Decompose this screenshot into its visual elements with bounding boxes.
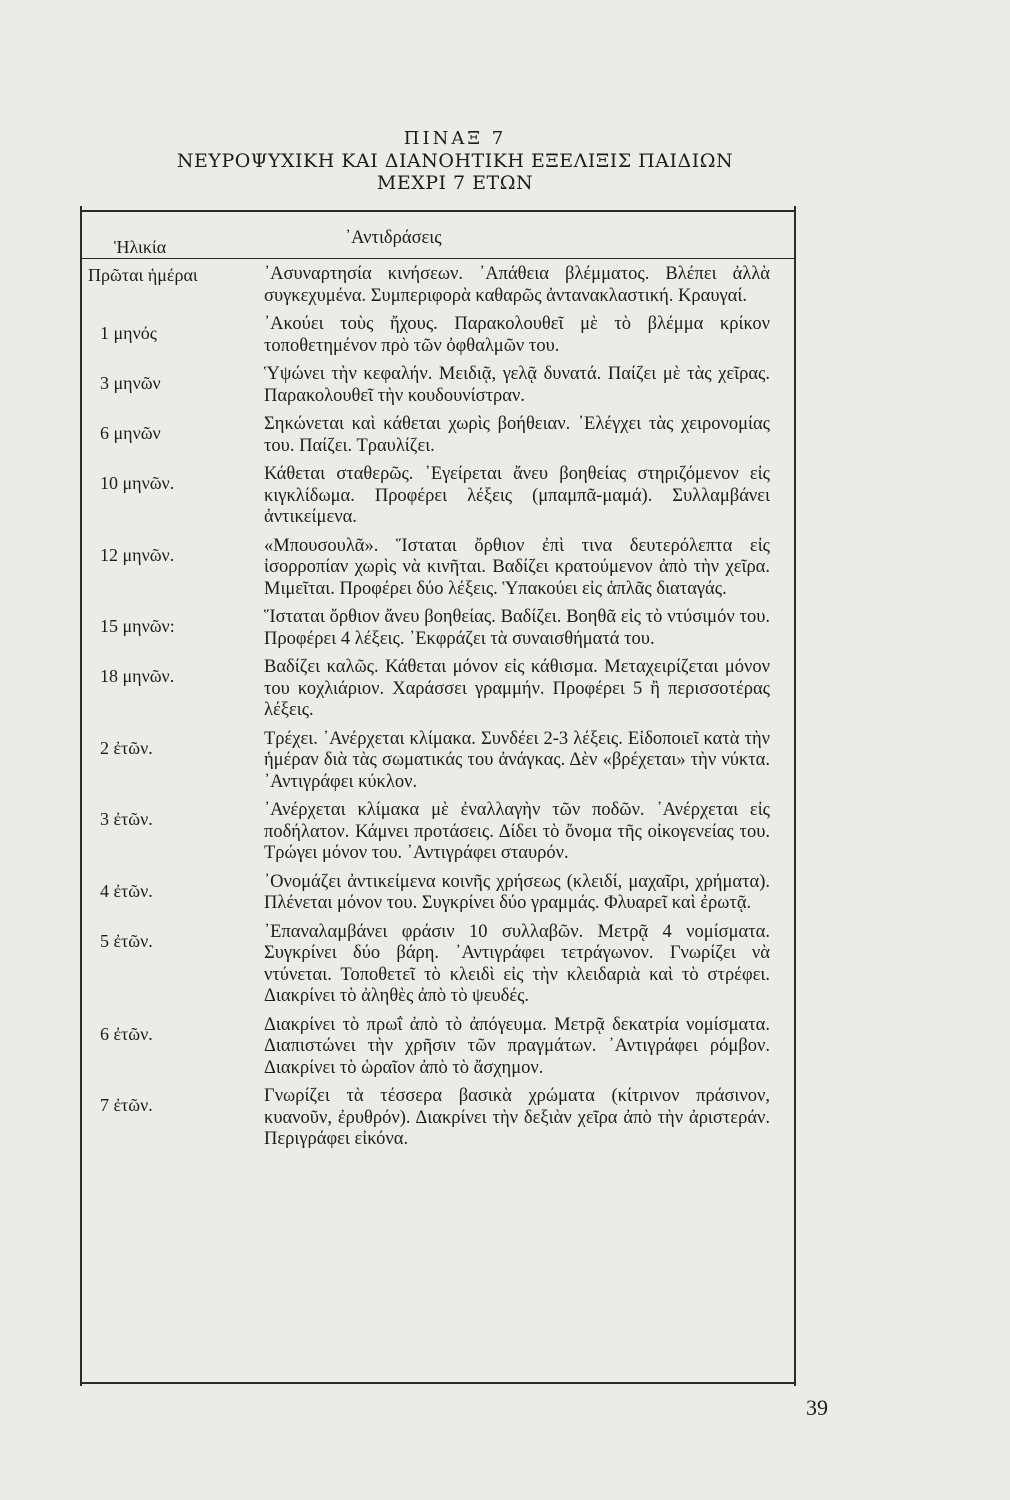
response-cell: ᾿Επαναλαμβάνει φράσιν 10 συλλαβῶν. Μετρᾷ 4 νομίσματα. Συγκρίνει δύο βάρη. ᾿Αντιγράφει τετράγωνον. Γνωρίζει νὰ ντύνεται. Τοποθετεῖ τὸ κλειδὶ εἰς τὴν κλειδαριὰ καὶ τὸ στρέφει. Διακρίνει τὸ ἀληθὲς ἀπὸ τὸ ψευδές. — [264, 921, 770, 1006]
page-number: 39 — [806, 1395, 828, 1420]
table-title-line-1: ΝΕΥΡΟΨΥΧΙΚΗ ΚΑΙ ΔΙΑΝΟΗΤΙΚΗ ΕΞΕΛΙΞΙΣ ΠΑΙΔΙΩΝ — [176, 150, 734, 172]
age-cell: 2 ἐτῶν. — [100, 737, 153, 758]
age-cell: 12 μηνῶν. — [100, 544, 175, 565]
response-cell: Γνωρίζει τὰ τέσσερα βασικὰ χρώματα (κίτρινον πράσινον, κυανοῦν, ἐρυθρόν). Διακρίνει τὴν δεξιὰν χεῖρα ἀπὸ τὴν ἀριστεράν. Περιγράφει εἰκόνα. — [264, 1086, 770, 1149]
table-row — [88, 922, 788, 1008]
response-cell: ᾿Ακούει τοὺς ἤχους. Παρακολουθεῖ μὲ τὸ βλέμμα κρίκον τοποθετημένον πρὸ τῶν ὀφθαλμῶν του. — [264, 314, 770, 356]
age-cell: 6 μηνῶν — [100, 423, 161, 443]
age-cell: 5 ἐτῶν. — [100, 930, 153, 951]
age-cell: 7 ἐτῶν. — [100, 1095, 153, 1115]
table-header-rule — [80, 258, 796, 259]
age-cell: 4 ἐτῶν. — [100, 880, 153, 901]
table-bottom-rule — [80, 1382, 796, 1384]
table-title-block — [80, 128, 830, 194]
table-row — [88, 536, 788, 601]
table-body — [88, 264, 788, 1158]
response-cell: ᾿Ονομάζει ἀντικείμενα κοινῆς χρήσεως (κλειδί, μαχαῖρι, χρήματα). Πλένεται μόνον του. Συγκρίνει δύο γραμμάς. Φλυαρεῖ καὶ ἐρωτᾷ. — [264, 871, 770, 913]
table-row — [88, 872, 788, 915]
response-cell: Τρέχει. ᾿Ανέρχεται κλίμακα. Συνδέει 2-3 λέξεις. Εἰδοποιεῖ κατὰ τὴν ἡμέραν διὰ τὰς σωματικάς του ἀνάγκας. Δὲν «βρέχεται» τὴν νύκτα. ᾿Αντιγράφει κύκλον. — [264, 728, 770, 792]
age-cell: 3 ἐτῶν. — [100, 809, 153, 829]
table-row — [88, 729, 788, 794]
response-cell: Ὑψώνει τὴν κεφαλήν. Μειδιᾷ, γελᾷ δυνατά. Παίζει μὲ τὰς χεῖρας. Παρακολουθεῖ τὴν κουδουνίστραν. — [264, 364, 770, 406]
table-row — [88, 1015, 788, 1080]
table-row — [88, 364, 788, 407]
column-header-age: Ἡλικία — [114, 237, 167, 257]
age-cell: 10 μηνῶν. — [100, 473, 175, 493]
response-cell: Ἵσταται ὄρθιον ἄνευ βοηθείας. Βαδίζει. Βοηθᾶ εἰς τὸ ντύσιμόν του. Προφέρει 4 λέξεις. ᾿Εκφράζει τὰ συναισθήματά του. — [264, 607, 770, 649]
age-cell: 1 μηνός — [100, 323, 157, 343]
response-cell: ᾿Ανέρχεται κλίμακα μὲ ἐναλλαγὴν τῶν ποδῶν. ᾿Ανέρχεται εἰς ποδήλατον. Κάμνει προτάσεις. Δίδει τὸ ὄνομα τῆς οἰκογενείας του. Τρώγει μόνον του. ᾿Αντιγράφει σταυρόν. — [264, 800, 770, 863]
table-label: ΠΙΝΑΞ 7 — [403, 128, 507, 149]
response-cell: Διακρίνει τὸ πρωΐ ἀπὸ τὸ ἀπόγευμα. Μετρᾷ δεκατρία νομίσματα. Διαπιστώνει τὴν χρῆσιν τῶν πραγμάτων. ᾿Αντιγράφει ρόμβον. Διακρίνει τὸ ὡραῖον ἀπὸ τὸ ἄσχημον. — [264, 1014, 770, 1078]
table-row — [88, 607, 788, 650]
age-cell: Πρῶται ἡμέραι — [88, 265, 198, 285]
age-cell: 3 μηνῶν — [100, 373, 161, 393]
age-cell: 6 ἐτῶν. — [100, 1023, 153, 1044]
table-row — [88, 314, 788, 357]
table-title-line-2: ΜΕΧΡΙ 7 ΕΤΩΝ — [376, 172, 534, 194]
age-cell: 18 μηνῶν. — [100, 666, 175, 686]
table-row — [88, 264, 788, 307]
response-cell: Κάθεται σταθερῶς. ᾿Εγείρεται ἄνευ βοηθείας στηριζόμενον εἰς κιγκλίδωμα. Προφέρει λέξεις (μπαμπᾶ-μαμά). Συλλαμβάνει ἀντικείμενα. — [264, 464, 770, 527]
age-cell: 15 μηνῶν: — [100, 616, 175, 636]
response-cell: ᾿Ασυναρτησία κινήσεων. ᾿Απάθεια βλέμματος. Βλέπει ἀλλὰ συγκεχυμένα. Συμπεριφορὰ καθαρῶς ἀντανακλαστική. Κραυγαί. — [264, 264, 770, 306]
column-header-responses: ᾿Αντιδράσεις — [345, 228, 442, 248]
response-cell: Σηκώνεται καὶ κάθεται χωρὶς βοήθειαν. ᾿Ελέγχει τὰς χειρονομίας του. Παίζει. Τραυλίζει. — [264, 414, 770, 456]
response-cell: «Μπουσουλᾶ». Ἵσταται ὄρθιον ἐπὶ τινα δευτερόλεπτα εἰς ἰσορροπίαν χωρὶς νὰ κινῆται. Βαδίζει κρατούμενον ἀπὸ τὴν χεῖρα. Μιμεῖται. Προφέρει δύο λέξεις. Ὑπακούει εἰς ἁπλᾶς διαταγάς. — [264, 535, 770, 599]
table-row — [88, 800, 788, 865]
table-row — [88, 414, 788, 457]
table-row — [88, 464, 788, 529]
table-top-rule — [80, 210, 796, 212]
response-cell: Βαδίζει καλῶς. Κάθεται μόνον εἰς κάθισμα. Μεταχειρίζεται μόνον του κοχλιάριον. Χαράσσει γραμμήν. Προφέρει 5 ἢ περισσοτέρας λέξεις. — [264, 657, 770, 720]
table-row — [88, 1086, 788, 1151]
table-row — [88, 657, 788, 722]
